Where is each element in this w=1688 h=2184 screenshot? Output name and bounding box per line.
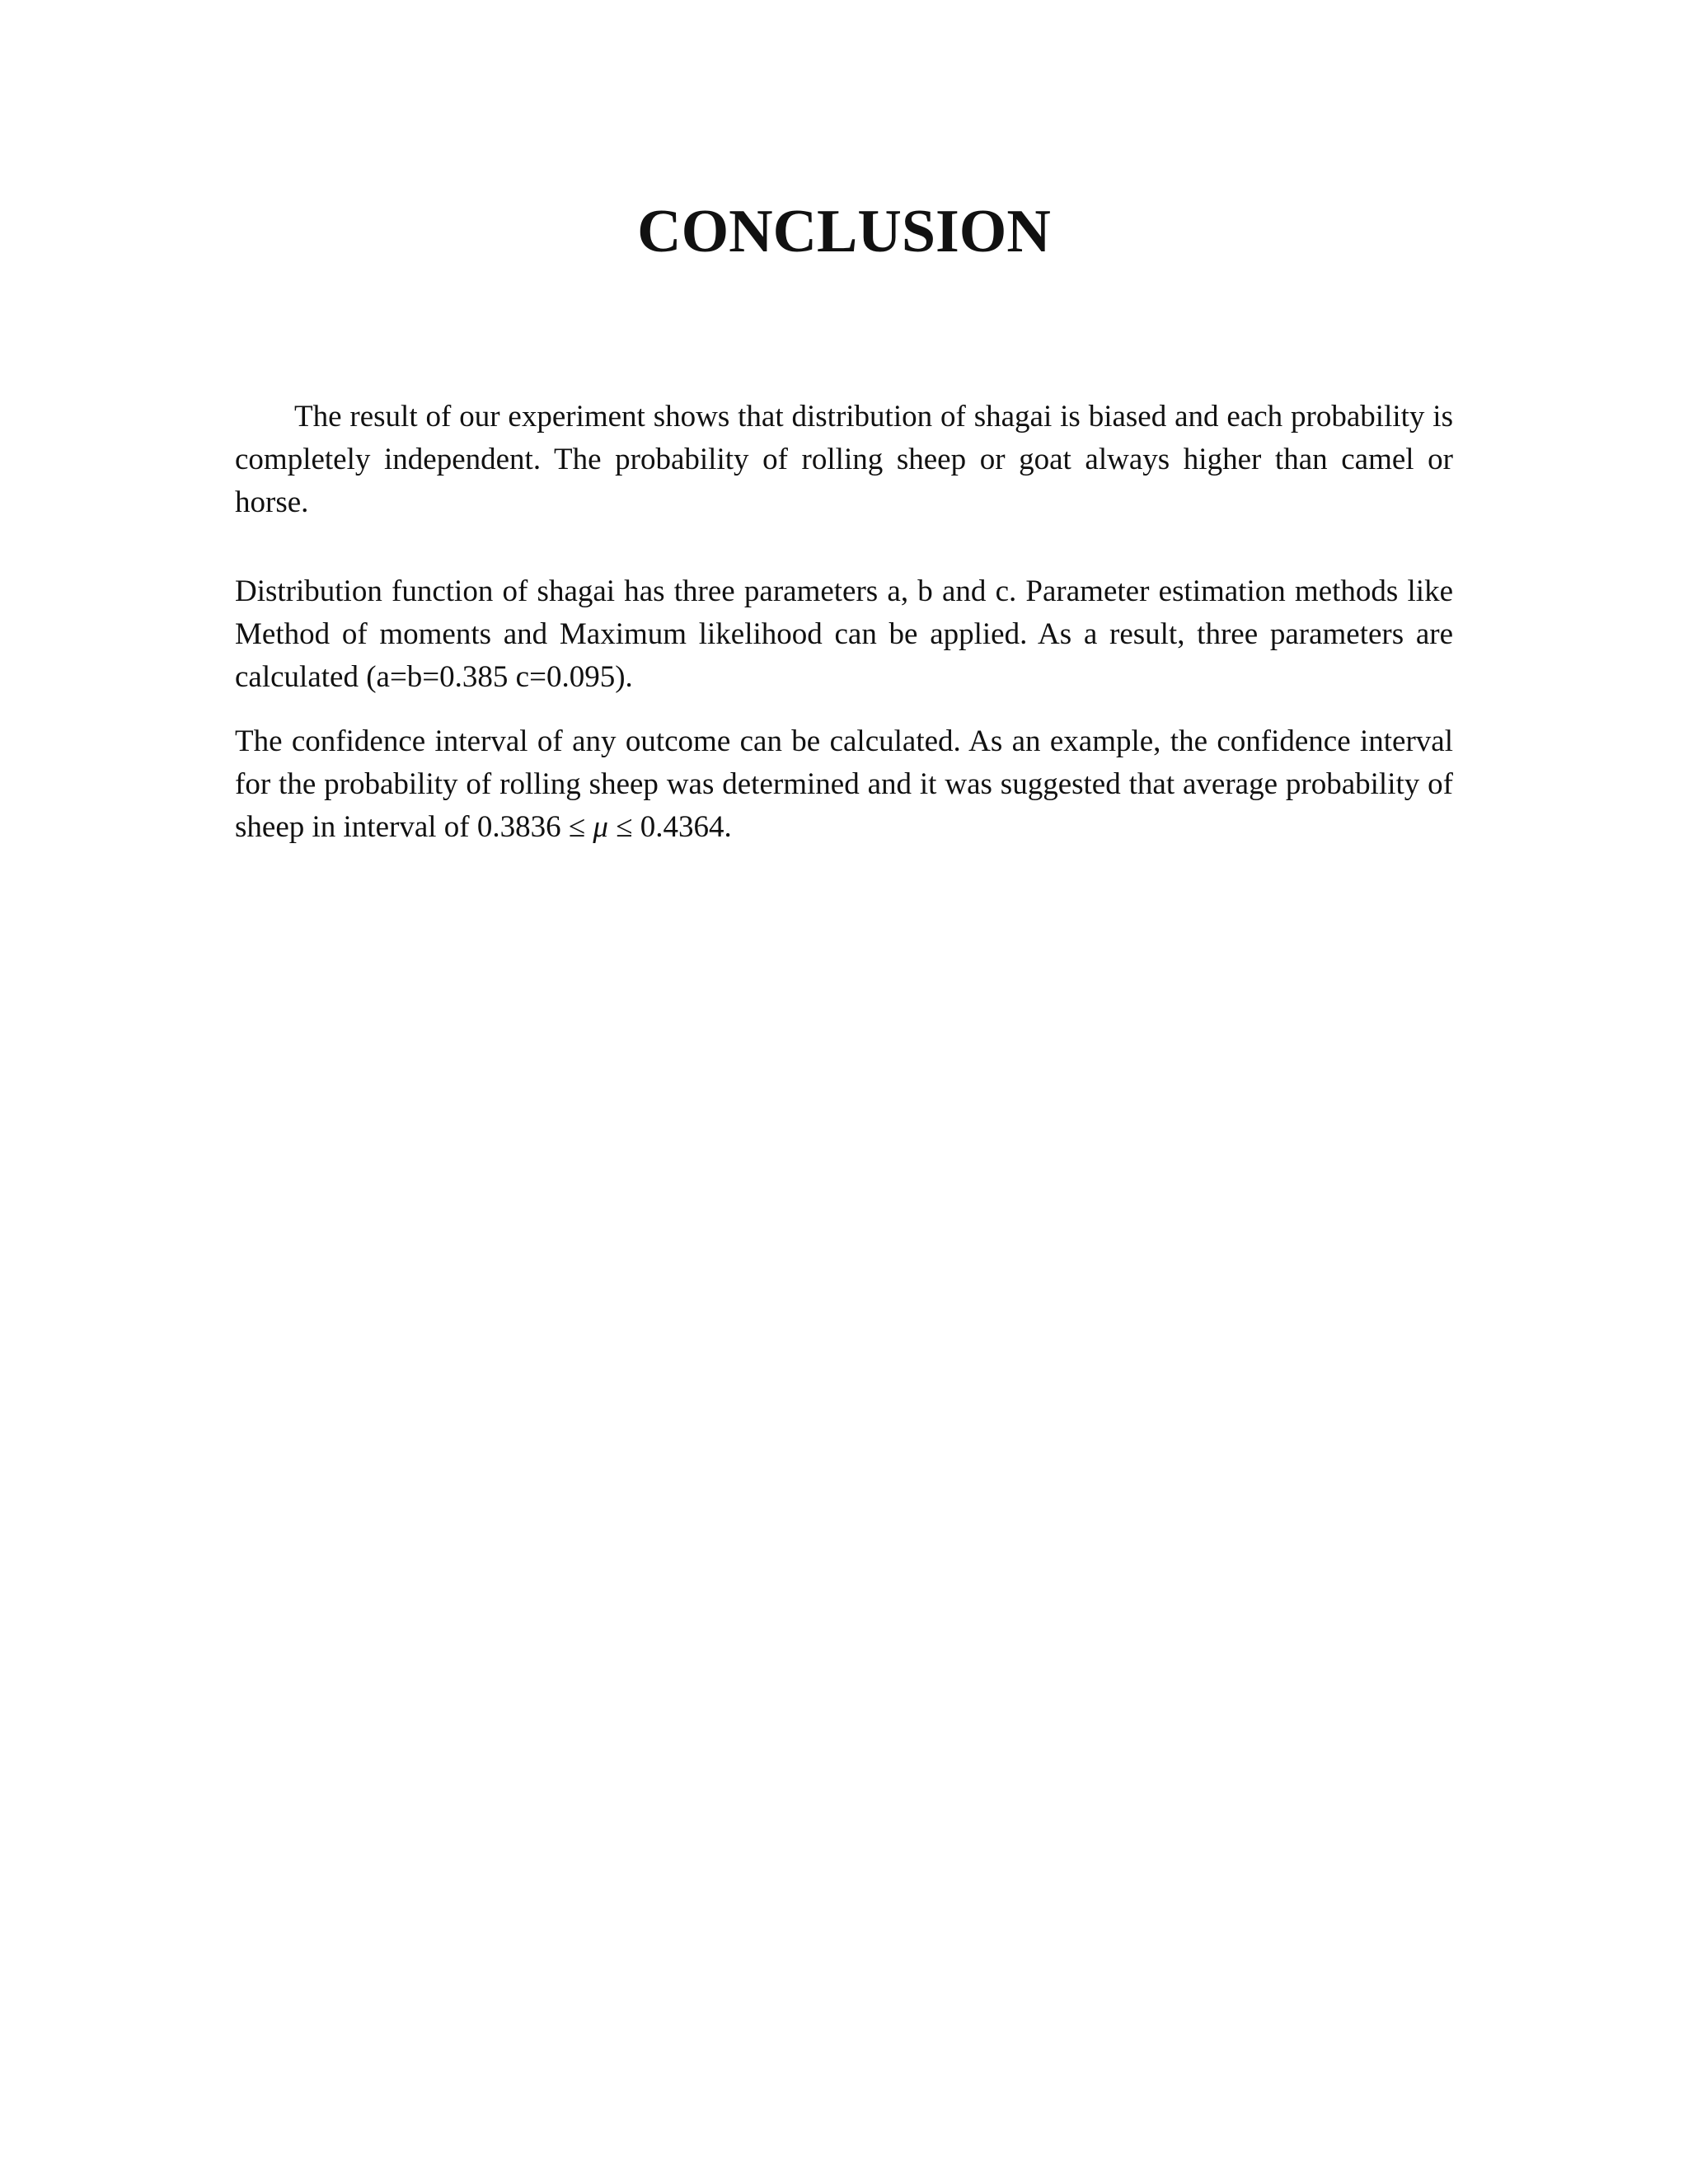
mu-symbol: μ	[593, 810, 608, 844]
page-title: CONCLUSION	[637, 198, 1051, 265]
paragraph-distribution-function: Distribution function of shagai has three parameters a, b and c. Parameter estimation methods like Method of moments and Maximum likelihood can be applied. As a result, three parameters are calculated (a=b=0.385 c=0.095).	[235, 574, 1453, 694]
confidence-text-before: The confidence interval of any outcome can be calculated. As an example, the confidence interval for the probability of rolling sheep was determined and it was suggested that average probability of sheep in interval of 0.3836 ≤	[235, 724, 1453, 844]
paragraph-result: The result of our experiment shows that distribution of shagai is biased and each probability is completely independent. The probability of rolling sheep or goat always higher than camel or horse.	[235, 400, 1453, 519]
paragraph-confidence-interval	[235, 720, 1453, 849]
confidence-text-after: ≤ 0.4364.	[608, 810, 732, 844]
